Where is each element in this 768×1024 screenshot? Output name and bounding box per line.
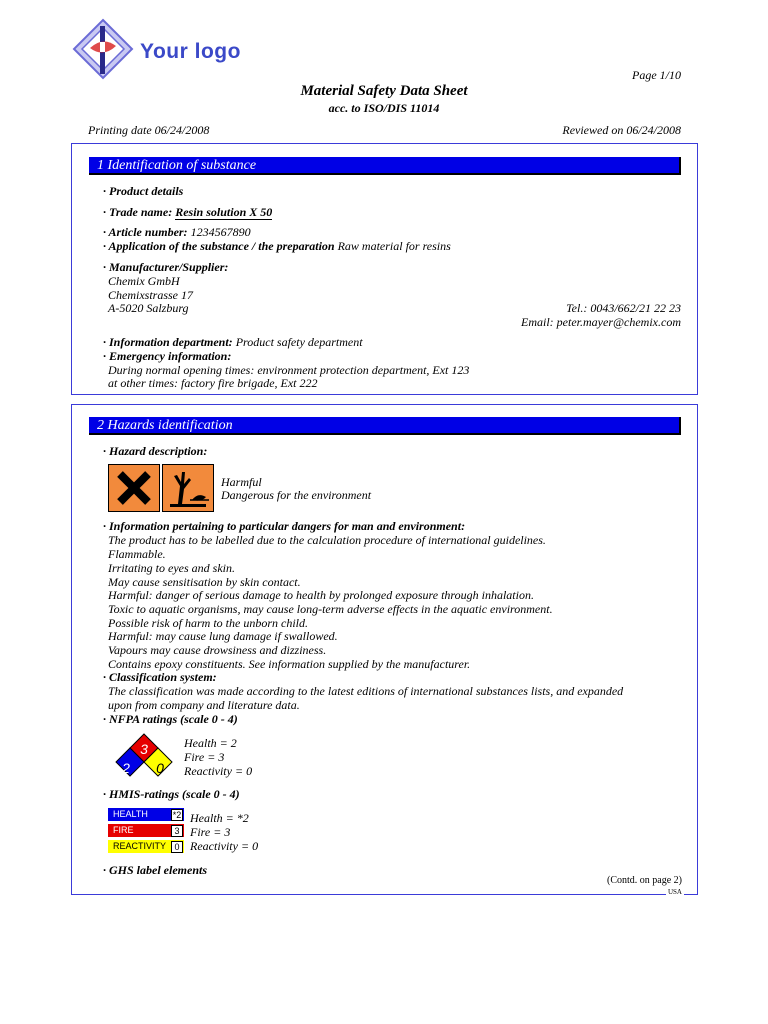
hmis-label: · HMIS-ratings (scale 0 - 4) [103, 787, 240, 801]
dangers-label: · Information pertaining to particular dangers for man and environment: [103, 519, 466, 533]
classification-label: · Classification system: [103, 670, 217, 684]
reviewed-date: Reviewed on 06/24/2008 [562, 123, 681, 137]
printing-date: Printing date 06/24/2008 [88, 123, 210, 137]
country-code: USA [667, 888, 682, 896]
hazard-harmful: Harmful [221, 475, 262, 489]
hazard-description-label: · Hazard description: [103, 444, 208, 458]
nfpa-fire-number: 3 [140, 741, 148, 757]
hmis-reactivity-label: REACTIVITY [108, 840, 184, 853]
nfpa-diamond-icon [108, 732, 180, 782]
product-details-label: · Product details [103, 184, 184, 198]
company-logo-icon [72, 18, 134, 80]
company-city: A-5020 Salzburg [108, 301, 189, 315]
danger-line: Harmful: danger of serious damage to health by prolonged exposure through inhalation. [108, 588, 534, 602]
harmful-x-icon [108, 464, 160, 512]
company-name: Chemix GmbH [108, 274, 180, 288]
danger-line: Flammable. [108, 547, 166, 561]
company-tel: Tel.: 0043/662/21 22 23 [566, 301, 681, 315]
hmis-health: Health = *2 [190, 811, 249, 825]
danger-line: Possible risk of harm to the unborn child. [108, 616, 308, 630]
danger-line: Harmful: may cause lung damage if swallowed. [108, 629, 338, 643]
classification-line-2: upon from company and literature data. [108, 698, 300, 712]
hmis-fire-value: 3 [171, 825, 183, 837]
trade-name: · Trade name: Resin solution X 50 [103, 205, 273, 219]
article-number: · Article number: 1234567890 [103, 225, 251, 239]
logo-text: Your logo [140, 40, 241, 63]
company-email: Email: peter.mayer@chemix.com [521, 315, 681, 329]
hazard-environment: Dangerous for the environment [221, 488, 372, 502]
hmis-fire-label: FIRE [108, 824, 184, 837]
danger-line: Vapours may cause drowsiness and dizziness. [108, 643, 327, 657]
danger-line: Contains epoxy constituents. See information supplied by the manufacturer. [108, 657, 471, 671]
danger-line: The product has to be labelled due to the calculation procedure of international guidelines. [108, 533, 546, 547]
hmis-fire: Fire = 3 [190, 825, 231, 839]
document-subtitle: acc. to ISO/DIS 11014 [328, 101, 440, 115]
hmis-reactivity-value: 0 [171, 841, 183, 853]
danger-line: Toxic to aquatic organisms, may cause long-term adverse effects in the aquatic environment. [108, 602, 553, 616]
danger-line: May cause sensitisation by skin contact. [108, 575, 301, 589]
hmis-health-value: *2 [172, 810, 182, 820]
application: · Application of the substance / the preparation Raw material for resins [103, 239, 451, 253]
emergency-line-2: at other times: factory fire brigade, Ext 222 [108, 376, 318, 390]
danger-line: Irritating to eyes and skin. [108, 561, 235, 575]
company-street: Chemixstrasse 17 [108, 288, 193, 302]
continued-note: (Contd. on page 2) [607, 875, 682, 886]
manufacturer-label: · Manufacturer/Supplier: [103, 260, 229, 274]
classification-line-1: The classification was made according to the latest editions of international substances lists, and expanded [108, 684, 624, 698]
hmis-health-label: HEALTH [108, 808, 184, 821]
nfpa-reactivity-number: 0 [156, 760, 164, 776]
info-department: · Information department: Product safety department [103, 335, 363, 349]
hmis-reactivity: Reactivity = 0 [190, 839, 259, 853]
document-title: Material Safety Data Sheet [300, 83, 468, 99]
nfpa-label: · NFPA ratings (scale 0 - 4) [103, 712, 238, 726]
emergency-label: · Emergency information: [103, 349, 232, 363]
section2-heading: 2 Hazards identification [89, 417, 681, 435]
nfpa-fire: Fire = 3 [184, 750, 225, 764]
ghs-label: · GHS label elements [103, 863, 207, 877]
trade-name-value: Resin solution X 50 [175, 205, 273, 219]
nfpa-health-number: 2 [122, 760, 130, 776]
environment-hazard-icon [162, 464, 214, 512]
page-number: Page 1/10 [632, 68, 681, 82]
nfpa-reactivity: Reactivity = 0 [184, 764, 253, 778]
emergency-line-1: During normal opening times: environment protection department, Ext 123 [108, 363, 470, 377]
section1-heading: 1 Identification of substance [89, 157, 681, 175]
nfpa-health: Health = 2 [184, 736, 237, 750]
